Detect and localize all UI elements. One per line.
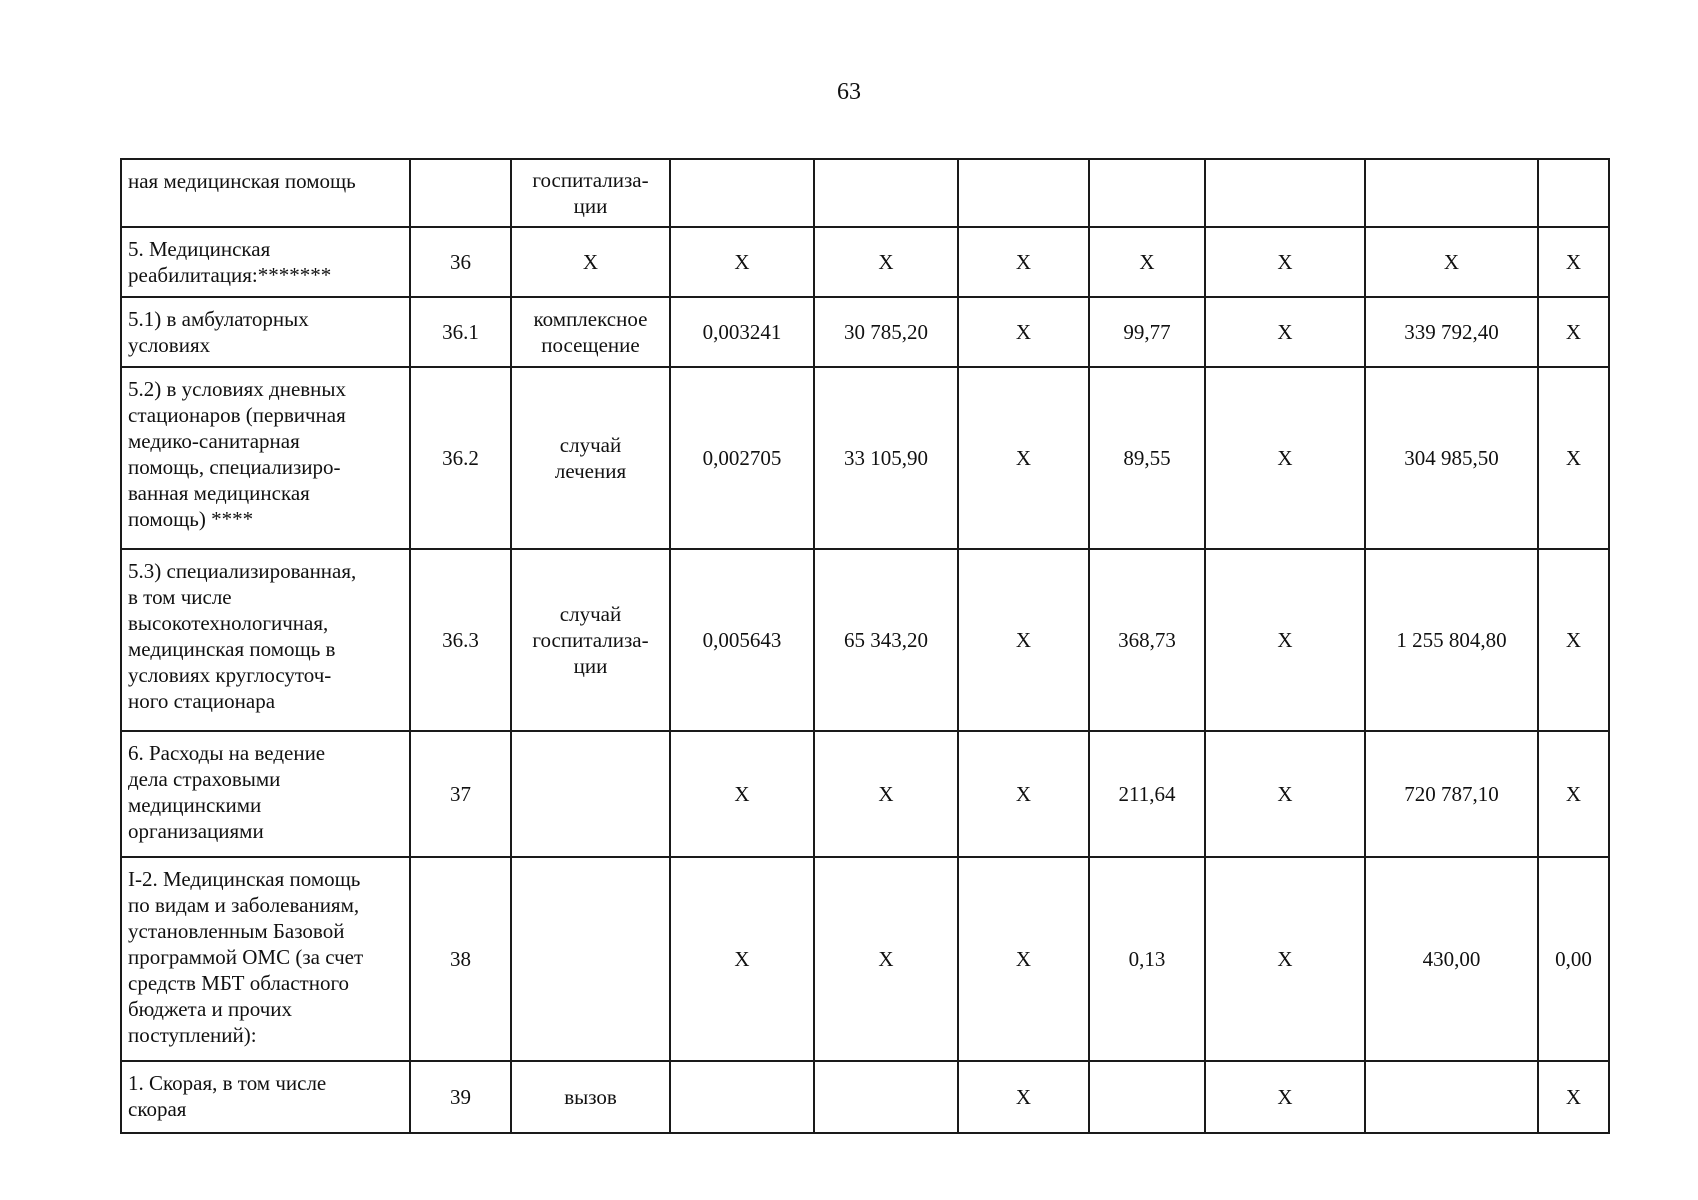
- table-cell-c4: [670, 1061, 814, 1133]
- table-cell-unit: Х: [511, 227, 670, 297]
- table-cell-name: ная медицинская помощь: [121, 159, 410, 227]
- table-cell-c6: Х: [958, 857, 1089, 1061]
- table-cell-c7: 89,55: [1089, 367, 1205, 549]
- table-cell-c6: Х: [958, 549, 1089, 731]
- table-row: [121, 1061, 1609, 1133]
- table-cell-name: I-2. Медицинская помощь по видам и заболеваниям, установленным Базовой программой ОМС (за счет средств МБТ областного бюджета и прочих поступлений):: [121, 857, 410, 1061]
- table-cell-c8: Х: [1205, 857, 1365, 1061]
- table-cell-c5: 30 785,20: [814, 297, 958, 367]
- table-cell-c8: Х: [1205, 297, 1365, 367]
- table-cell-num: 36: [410, 227, 511, 297]
- table-cell-c6: Х: [958, 367, 1089, 549]
- table-cell-c7: 211,64: [1089, 731, 1205, 857]
- table-cell-c10: Х: [1538, 731, 1609, 857]
- table-cell-c9: Х: [1365, 227, 1538, 297]
- table-cell-unit: госпитализа- ции: [511, 159, 670, 227]
- table-cell-unit: комплексное посещение: [511, 297, 670, 367]
- table-cell-c7: 368,73: [1089, 549, 1205, 731]
- table-cell-c5: [814, 1061, 958, 1133]
- table-cell-c9: 720 787,10: [1365, 731, 1538, 857]
- table-cell-c10: 0,00: [1538, 857, 1609, 1061]
- table-cell-c8: Х: [1205, 1061, 1365, 1133]
- table-cell-c4: 0,002705: [670, 367, 814, 549]
- table-cell-c4: Х: [670, 857, 814, 1061]
- table-cell-c6: Х: [958, 297, 1089, 367]
- table-cell-c10: [1538, 159, 1609, 227]
- table-cell-c7: [1089, 1061, 1205, 1133]
- table-cell-c8: Х: [1205, 549, 1365, 731]
- table-cell-c6: Х: [958, 731, 1089, 857]
- table-cell-c9: 430,00: [1365, 857, 1538, 1061]
- table-cell-c10: Х: [1538, 549, 1609, 731]
- table-cell-c6: Х: [958, 1061, 1089, 1133]
- table-cell-c10: Х: [1538, 297, 1609, 367]
- table-cell-c9: 339 792,40: [1365, 297, 1538, 367]
- table-cell-num: 36.1: [410, 297, 511, 367]
- table-cell-c10: Х: [1538, 227, 1609, 297]
- table-cell-c4: 0,005643: [670, 549, 814, 731]
- table-cell-c5: Х: [814, 227, 958, 297]
- table-cell-c4: [670, 159, 814, 227]
- table-row: [121, 367, 1609, 549]
- table-cell-unit: случай лечения: [511, 367, 670, 549]
- table-cell-c6: [958, 159, 1089, 227]
- table-cell-c4: Х: [670, 227, 814, 297]
- table-cell-num: 39: [410, 1061, 511, 1133]
- table-row: [121, 297, 1609, 367]
- table-cell-name: 5.1) в амбулаторных условиях: [121, 297, 410, 367]
- table-cell-c4: Х: [670, 731, 814, 857]
- table-cell-c10: Х: [1538, 1061, 1609, 1133]
- table-cell-unit: вызов: [511, 1061, 670, 1133]
- table-cell-unit: [511, 857, 670, 1061]
- table-cell-c7: Х: [1089, 227, 1205, 297]
- table-cell-unit: [511, 731, 670, 857]
- table-cell-c8: Х: [1205, 731, 1365, 857]
- table-cell-name: 1. Скорая, в том числе скорая: [121, 1061, 410, 1133]
- table-cell-c5: [814, 159, 958, 227]
- table-row: [121, 549, 1609, 731]
- table-cell-name: 6. Расходы на ведение дела страховыми медицинскими организациями: [121, 731, 410, 857]
- table-cell-c5: 33 105,90: [814, 367, 958, 549]
- table-cell-c5: Х: [814, 857, 958, 1061]
- table-cell-c7: 99,77: [1089, 297, 1205, 367]
- table-cell-num: [410, 159, 511, 227]
- table-cell-name: 5.3) специализированная, в том числе высокотехнологичная, медицинская помощь в условиях круглосуточ- ного стационара: [121, 549, 410, 731]
- table-cell-c9: 1 255 804,80: [1365, 549, 1538, 731]
- table-cell-c7: [1089, 159, 1205, 227]
- table-cell-c4: 0,003241: [670, 297, 814, 367]
- table-cell-c9: 304 985,50: [1365, 367, 1538, 549]
- table-cell-c6: Х: [958, 227, 1089, 297]
- table-row: [121, 731, 1609, 857]
- table-cell-num: 36.2: [410, 367, 511, 549]
- data-table: [120, 158, 1610, 1134]
- table-cell-name: 5.2) в условиях дневных стационаров (первичная медико-санитарная помощь, специализиро- ванная медицинская помощь) ****: [121, 367, 410, 549]
- table-cell-unit: случай госпитализа- ции: [511, 549, 670, 731]
- table-cell-c9: [1365, 1061, 1538, 1133]
- table-cell-c8: Х: [1205, 227, 1365, 297]
- table-cell-num: 38: [410, 857, 511, 1061]
- table-cell-c9: [1365, 159, 1538, 227]
- table-cell-name: 5. Медицинская реабилитация:*******: [121, 227, 410, 297]
- table-body: [121, 159, 1609, 1133]
- table-cell-num: 36.3: [410, 549, 511, 731]
- table-row: [121, 227, 1609, 297]
- table-row: [121, 857, 1609, 1061]
- table-cell-c8: Х: [1205, 367, 1365, 549]
- table-cell-c5: Х: [814, 731, 958, 857]
- page-number: 63: [837, 79, 861, 105]
- table-cell-c8: [1205, 159, 1365, 227]
- table-row: [121, 159, 1609, 227]
- table-cell-c7: 0,13: [1089, 857, 1205, 1061]
- table-cell-c10: Х: [1538, 367, 1609, 549]
- table-cell-c5: 65 343,20: [814, 549, 958, 731]
- table-cell-num: 37: [410, 731, 511, 857]
